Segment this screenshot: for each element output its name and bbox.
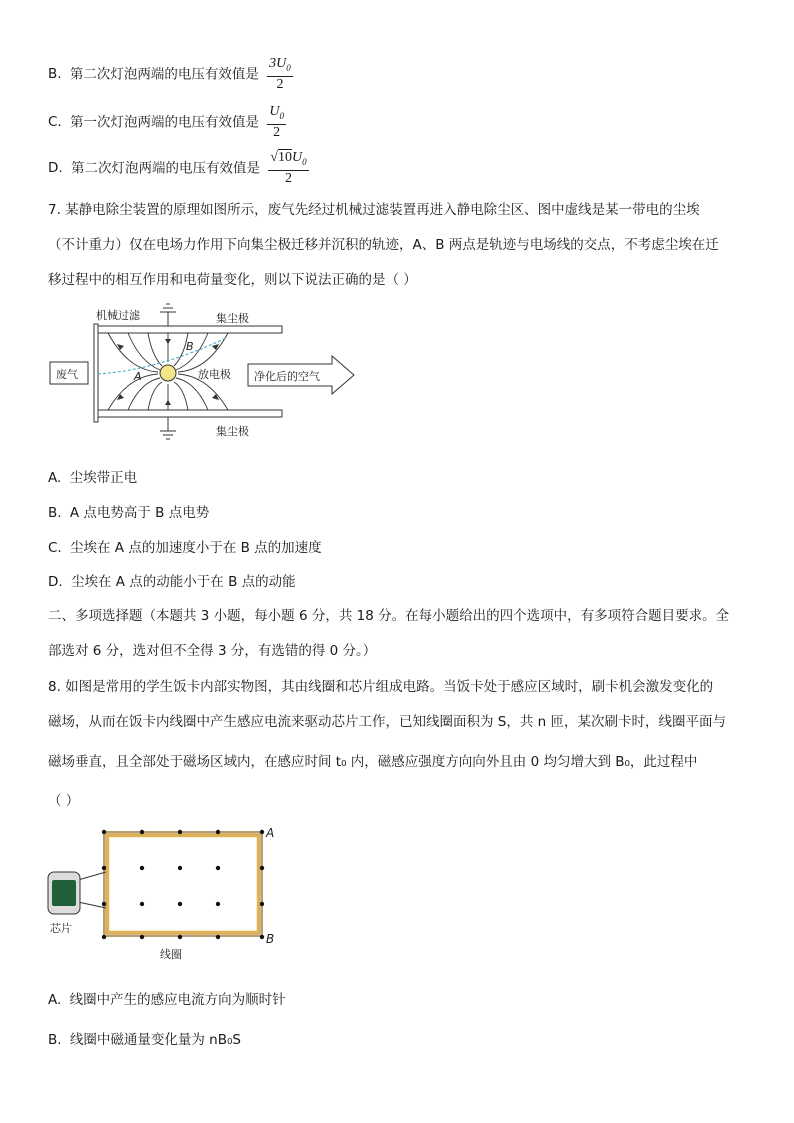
label-mech-filter: 机械过滤 <box>96 309 140 322</box>
fraction: $\frac{3U_0}{2}$ <box>269 56 291 92</box>
q7-option-c: C. 尘埃在 A 点的加速度小于在 B 点的加速度 <box>48 540 322 556</box>
precipitator-diagram <box>48 300 368 445</box>
option-prev-c: C. 第一次灯泡两端的电压有效值是 $\frac{U_0}{2}$ <box>48 104 284 140</box>
q8-line-1: 8. 如图是常用的学生饭卡内部实物图，其由线圈和芯片组成电路。当饭卡处于感应区域时，刷卡机会激发变化的 <box>48 679 714 695</box>
section2-line-1: 二、多项选择题（本题共 3 小题，每小题 6 分，共 18 分。在每小题给出的四个选项中，有多项符合题目要求。全 <box>48 608 730 624</box>
chip-icon <box>48 872 80 914</box>
q7-line-1: 7. 某静电除尘装置的原理如图所示，废气先经过机械过滤装置再进入静电除尘区、图中虚线是某一带电的尘埃 <box>48 202 700 218</box>
collector-plate-bottom <box>96 410 282 417</box>
q7-option-b: B. A 点电势高于 B 点电势 <box>48 505 210 521</box>
card-coil-diagram <box>44 822 284 967</box>
fraction: $\frac{U_0}{2}$ <box>269 104 284 140</box>
collector-plate-top <box>96 326 282 333</box>
field-dots <box>102 830 264 939</box>
q7-option-a: A. 尘埃带正电 <box>48 470 138 486</box>
q7-line-3: 移过程中的相互作用和电荷量变化，则以下说法正确的是（ ） <box>48 272 417 288</box>
q7-option-d: D. 尘埃在 A 点的动能小于在 B 点的动能 <box>48 574 296 590</box>
label-collector-top: 集尘极 <box>216 312 249 325</box>
q8-option-a: A. 线圈中产生的感应电流方向为顺时针 <box>48 992 286 1008</box>
label-point-a: A <box>134 370 142 383</box>
label-point-a: A <box>266 826 275 840</box>
coil <box>104 832 262 936</box>
discharge-electrode <box>160 365 176 381</box>
label-point-b: B <box>186 340 194 353</box>
q8-line-4: （ ） <box>48 793 80 809</box>
ground-icon <box>160 304 176 326</box>
ground-icon <box>160 417 176 439</box>
label-clean-air: 净化后的空气 <box>254 370 320 383</box>
q8-option-b: B. 线圈中磁通量变化量为 nB₀S <box>48 1032 241 1048</box>
section2-line-2: 部选对 6 分，选对但不全得 3 分，有选错的得 0 分。） <box>48 643 377 659</box>
label-point-b: B <box>266 932 275 946</box>
label-exhaust: 废气 <box>56 368 78 381</box>
label-coil: 线圈 <box>160 948 182 961</box>
fraction: $\frac{√10U_0}{2}$ <box>270 150 307 186</box>
option-prev-b: B. 第二次灯泡两端的电压有效值是 $\frac{3U_0}{2}$ <box>48 56 291 92</box>
label-chip: 芯片 <box>50 922 72 935</box>
mechanical-filter <box>94 324 98 422</box>
label-discharge: 放电极 <box>198 368 231 381</box>
q8-line-3: 磁场垂直，且全部处于磁场区域内，在感应时间 t₀ 内，磁感应强度方向向外且由 0 均匀增大到 B₀，此过程中 <box>48 754 698 770</box>
q8-line-2: 磁场，从而在饭卡内线圈中产生感应电流来驱动芯片工作，已知线圈面积为 S，共 n 匝，某次刷卡时，线圈平面与 <box>48 714 726 730</box>
q7-line-2: （不计重力）仅在电场力作用下向集尘极迁移并沉积的轨迹，A、B 两点是轨迹与电场线的交点，不考虑尘埃在迁 <box>48 237 719 253</box>
option-prev-d: D. 第二次灯泡两端的电压有效值是 $\frac{√10U_0}{2}$ <box>48 150 307 186</box>
label-collector-bottom: 集尘极 <box>216 425 249 438</box>
